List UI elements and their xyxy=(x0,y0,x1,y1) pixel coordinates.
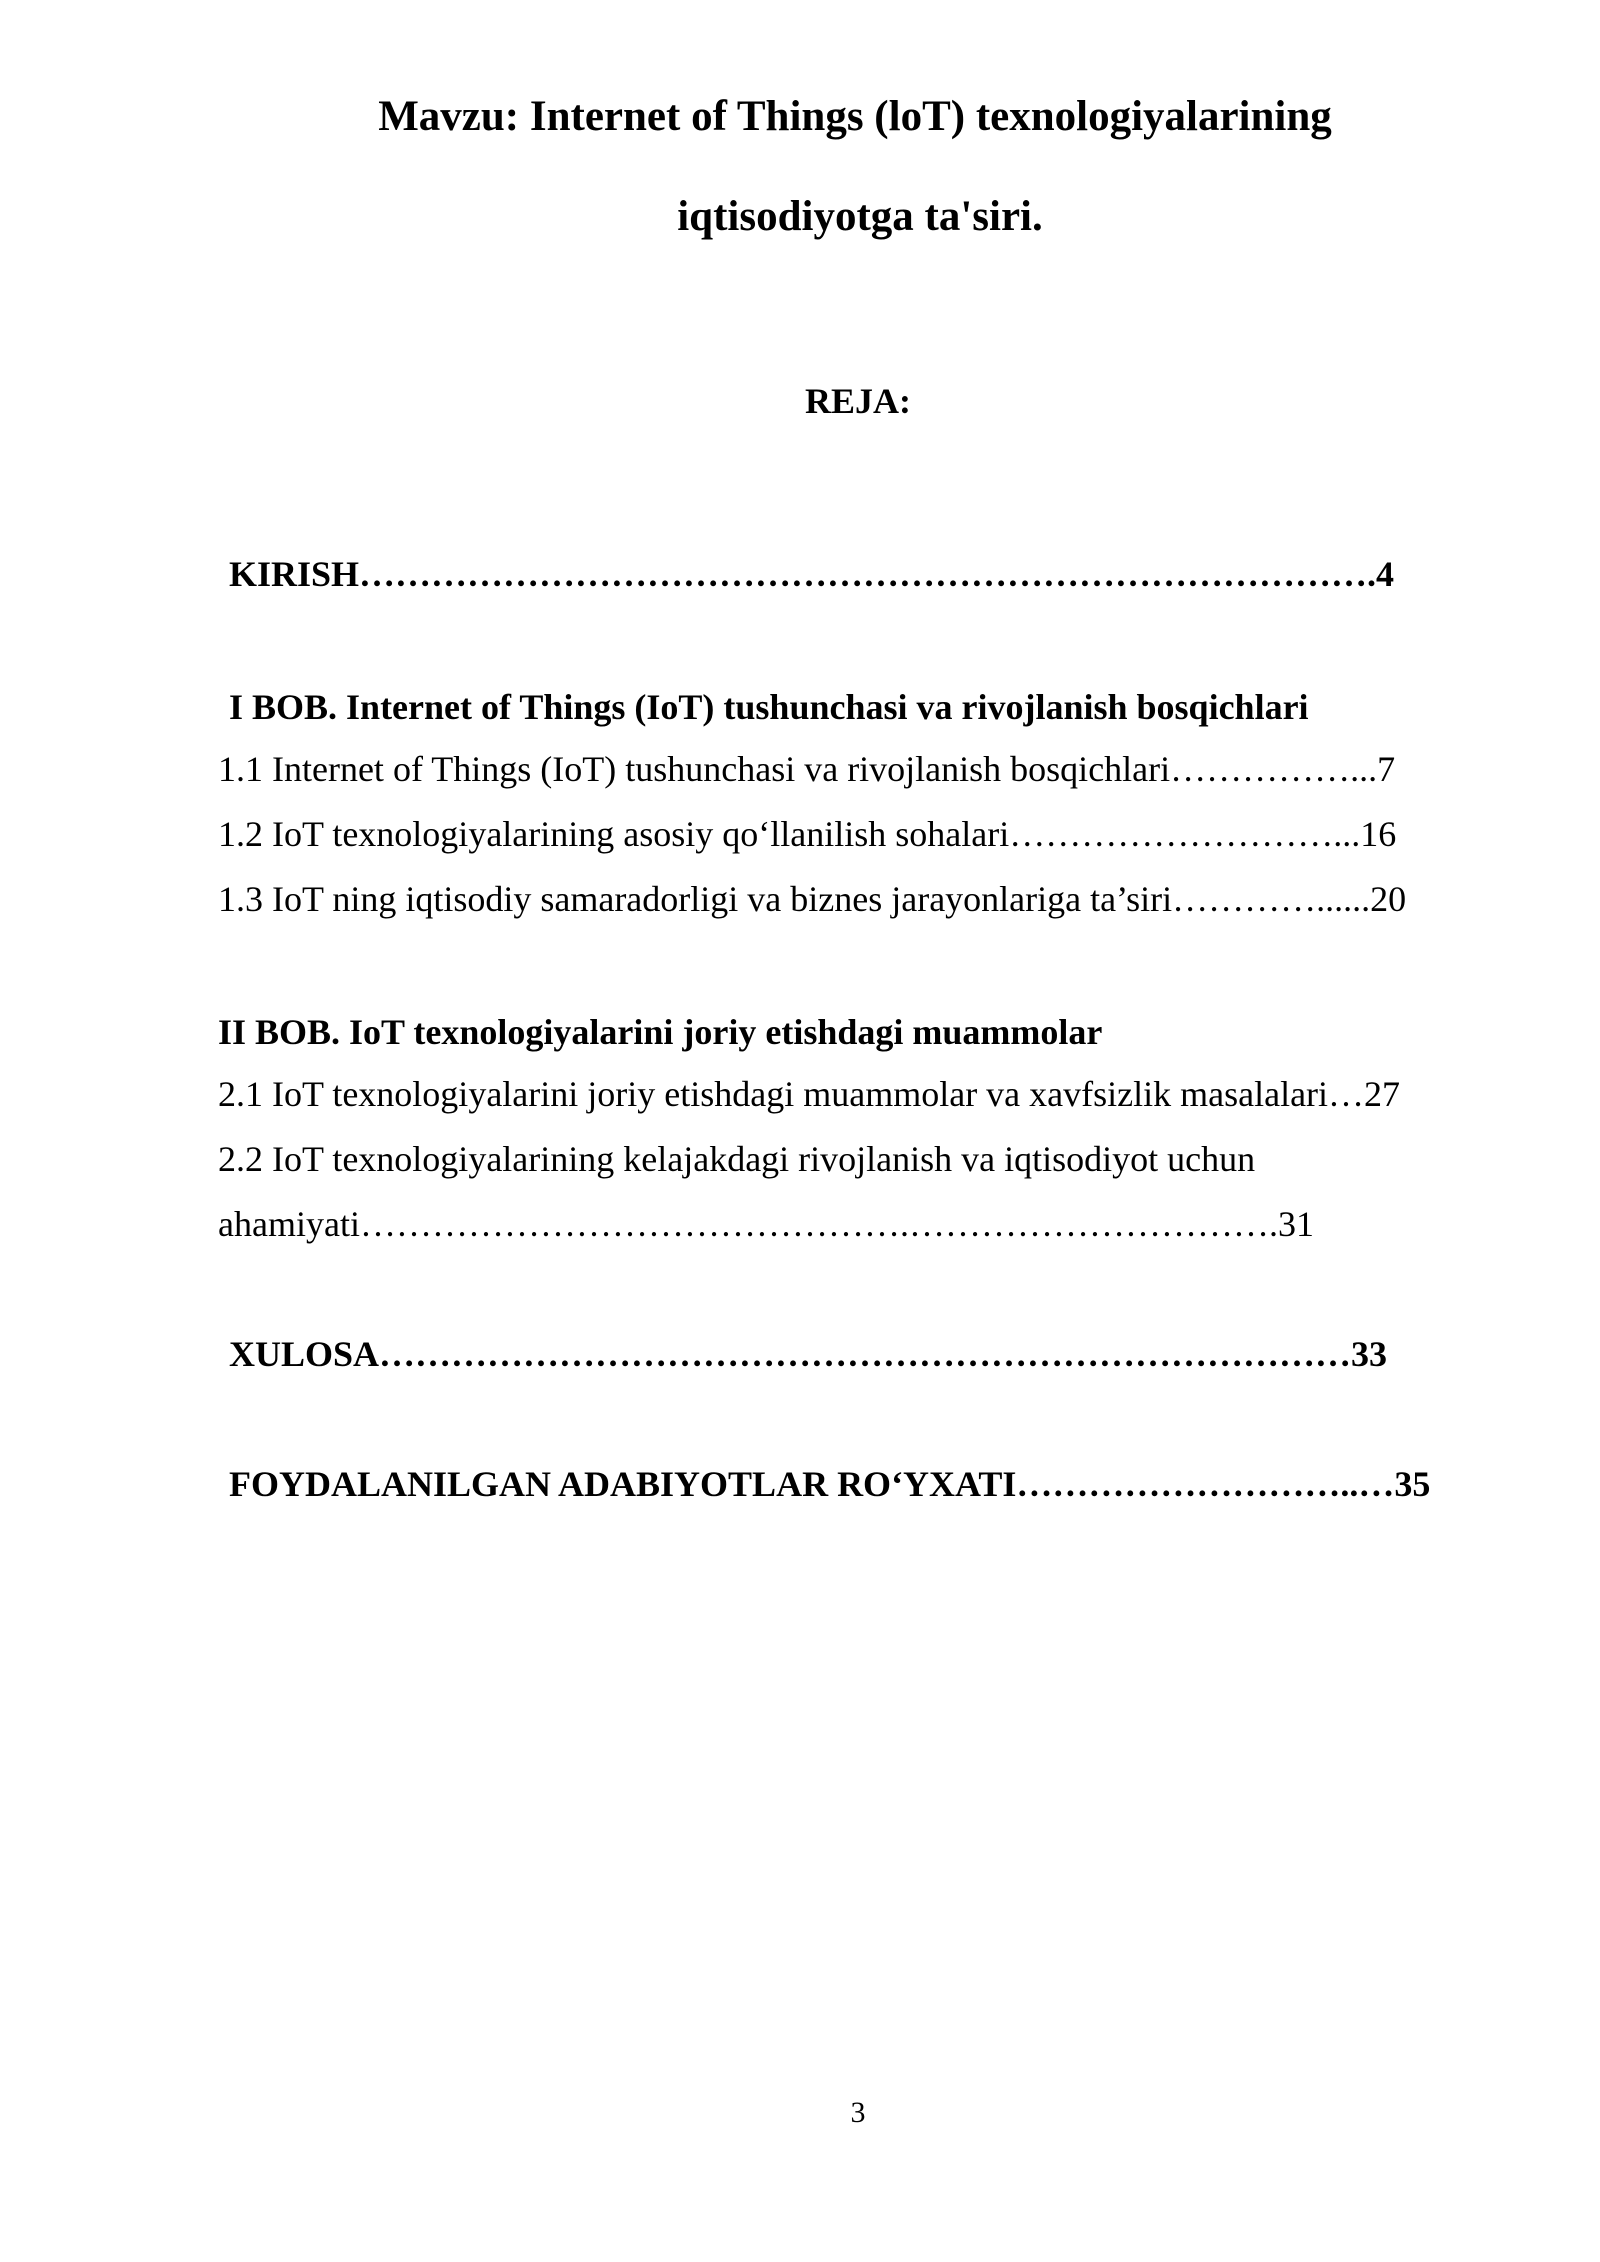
document-title-line-2: iqtisodiyotga ta'siri. xyxy=(677,193,1043,240)
toc-leader-dots: …………………………………………………………………………. xyxy=(359,556,1377,592)
toc-entry-2-2 xyxy=(218,1206,1314,1242)
toc-page-number: 16 xyxy=(1360,814,1397,854)
toc-entry-label: FOYDALANILGAN ADABIYOTLAR RO‘YXATI xyxy=(229,1464,1017,1504)
toc-leader-dots: … xyxy=(1328,1076,1365,1112)
toc-entry-label: XULOSA xyxy=(229,1334,380,1374)
toc-entry-label: 1.3 IoT ning iqtisodiy samaradorligi va biznes jarayonlariga ta’siri xyxy=(218,879,1173,919)
toc-entry-2-1 xyxy=(218,1076,1400,1112)
toc-page-number: 4 xyxy=(1376,554,1395,594)
toc-entry-label: 2.2 IoT texnologiyalarining kelajakdagi rivojlanish va iqtisodiyot uchun xyxy=(218,1139,1256,1179)
toc-leader-dots: ……………………………………………………………………… xyxy=(379,1336,1352,1372)
toc-entry-conclusion xyxy=(229,1336,1387,1372)
toc-leader-dots: ……………………………………….…………………………. xyxy=(359,1206,1278,1242)
toc-page-number: 7 xyxy=(1377,749,1396,789)
toc-leader-dots: …………...... xyxy=(1172,881,1371,917)
toc-entry-1-1 xyxy=(218,751,1395,787)
toc-leader-dots: ………………………..… xyxy=(1016,1466,1395,1502)
toc-entry-intro xyxy=(229,556,1394,592)
toc-entry-label: 1.1 Internet of Things (IoT) tushunchasi va rivojlanish bosqichlari xyxy=(218,749,1171,789)
toc-entry-1-2 xyxy=(218,816,1396,852)
toc-entry-label: ahamiyati xyxy=(218,1204,360,1244)
toc-leader-dots: ………………………... xyxy=(1009,816,1361,852)
toc-leader-dots: ……………... xyxy=(1170,751,1378,787)
toc-entry-label: 1.2 IoT texnologiyalarining asosiy qo‘llanilish sohalari xyxy=(218,814,1010,854)
plan-heading: REJA: xyxy=(805,381,911,421)
toc-entry-2-2-line-1 xyxy=(218,1141,1255,1177)
page-number: 3 xyxy=(850,2096,866,2129)
toc-entry-label: 2.1 IoT texnologiyalarini joriy etishdagi muammolar va xavfsizlik masalalari xyxy=(218,1074,1329,1114)
toc-page-number: 31 xyxy=(1277,1204,1314,1244)
toc-entry-label: KIRISH xyxy=(229,554,360,594)
chapter-1-heading: I BOB. Internet of Things (IoT) tushunchasi va rivojlanish bosqichlari xyxy=(229,687,1309,727)
toc-entry-references xyxy=(229,1466,1430,1502)
document-title-line-1: Mavzu: Internet of Things (loT) texnologiyalarining xyxy=(378,93,1332,140)
toc-page-number: 35 xyxy=(1394,1464,1431,1504)
toc-entry-1-3 xyxy=(218,881,1406,917)
toc-page-number: 20 xyxy=(1370,879,1407,919)
toc-page-number: 33 xyxy=(1351,1334,1388,1374)
chapter-2-heading: II BOB. IoT texnologiyalarini joriy etishdagi muammolar xyxy=(218,1012,1103,1052)
toc-page-number: 27 xyxy=(1364,1074,1401,1114)
